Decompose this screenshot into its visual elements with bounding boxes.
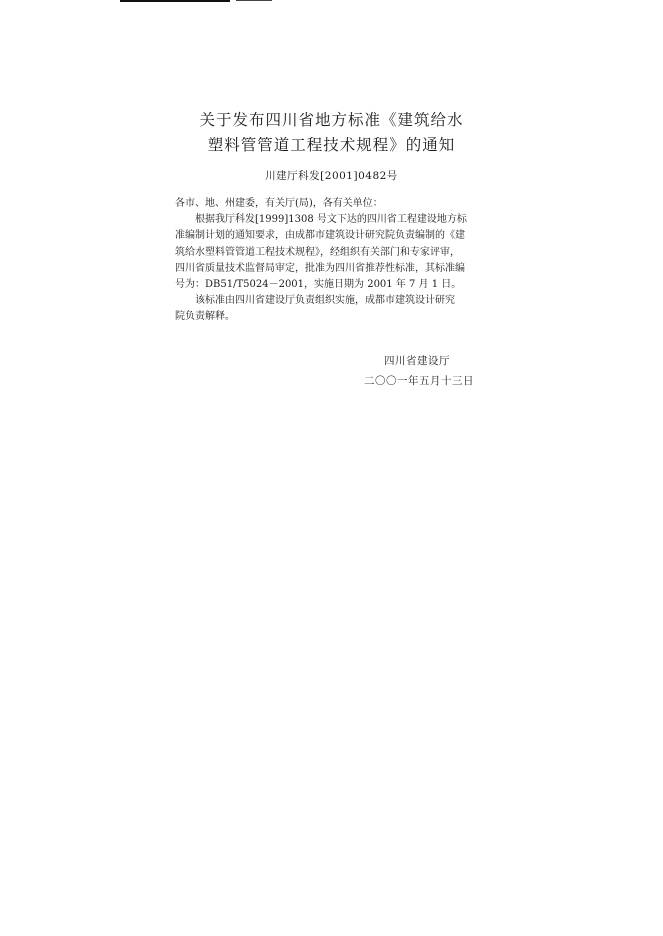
- document-number: 川建厅科发[2001]0482号: [265, 170, 398, 182]
- scan-edge-mark-faint: [236, 0, 272, 1]
- notice-title-line-1: 关于发布四川省地方标准《建筑给水: [199, 111, 464, 129]
- paragraph-1-line-5: 号为：DB51/T5024－2001，实施日期为 2001 年 7 月 1 日。: [175, 279, 462, 291]
- issue-date: 二〇〇一年五月十三日: [364, 375, 474, 387]
- notice-title-line-2: 塑料管管道工程技术规程》的通知: [207, 136, 456, 154]
- salutation: 各市、地、州建委，有关厅(局)，各有关单位：: [175, 198, 383, 209]
- paragraph-1-line-3: 筑给水塑料管管道工程技术规程》，经组织有关部门和专家评审，: [175, 246, 460, 258]
- notice-title: [0, 108, 663, 158]
- paragraph-1-line-2: 准编制计划的通知要求，由成都市建筑设计研究院负责编制的《建: [175, 230, 465, 242]
- paragraph-1-line-1: 根据我厅科发[1999]1308 号文下达的四川省工程建设地方标: [195, 214, 467, 226]
- notice-body: [175, 196, 505, 326]
- paragraph-2-line-2: 院负责解释。: [175, 311, 235, 323]
- scan-edge-mark: [120, 0, 230, 2]
- paragraph-1-line-4: 四川省质量技术监督局审定，批准为四川省推荐性标准，其标准编: [175, 262, 465, 274]
- issuer-name: 四川省建设厅: [384, 355, 450, 367]
- paragraph-2-line-1: 该标准由四川省建设厅负责组织实施，成都市建筑设计研究: [195, 295, 455, 307]
